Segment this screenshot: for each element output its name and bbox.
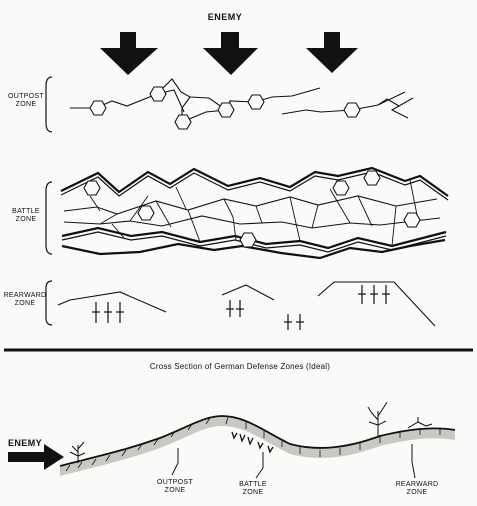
- outpost-hexagon: [90, 101, 106, 115]
- enemy-label-section: ENEMY: [8, 438, 43, 448]
- section-outpost-label-line1: OUTPOST: [157, 479, 193, 486]
- battle-hexagon: [84, 181, 100, 195]
- enemy-label-top: ENEMY: [207, 12, 243, 22]
- cross-section-caption: Cross Section of German Defense Zones (Ideal): [149, 362, 331, 371]
- battle-zone-lines: [61, 168, 448, 258]
- artillery-battery: [284, 314, 304, 330]
- enemy-arrow-2: [203, 32, 258, 75]
- battle-hexagon: [138, 206, 154, 220]
- enemy-arrow-1: [100, 32, 158, 75]
- battle-zone-label-line2: ZONE: [15, 216, 37, 224]
- outpost-zone-label-line2: ZONE: [15, 101, 37, 109]
- battle-zone-label-line1: BATTLE: [12, 208, 40, 215]
- outpost-hexagon: [218, 103, 234, 117]
- rearward-bracket: [46, 281, 52, 325]
- outpost-hexagon: [150, 87, 166, 101]
- battle-bracket: [46, 182, 52, 254]
- artillery-battery: [358, 285, 390, 304]
- outpost-zone-lines: [70, 79, 413, 122]
- section-battle-label-line2: ZONE: [242, 489, 264, 497]
- artillery-battery: [226, 300, 244, 317]
- terrain-cross-section: [8, 402, 455, 478]
- outpost-bracket: [46, 77, 52, 132]
- outpost-hexagon: [344, 103, 360, 117]
- section-rearward-label-line1: REARWARD: [395, 481, 439, 488]
- outpost-zone-label-line1: OUTPOST: [8, 93, 44, 100]
- battle-hexagon: [333, 181, 349, 195]
- enemy-attack-arrows: [100, 32, 358, 75]
- artillery-battery: [92, 302, 124, 323]
- battle-hexagon: [404, 213, 420, 227]
- enemy-advance-arrow-icon: [8, 444, 64, 470]
- tree-icon: [368, 402, 387, 437]
- battle-hexagon: [364, 171, 380, 185]
- battle-hexagon: [240, 233, 256, 247]
- outpost-hexagon: [248, 95, 264, 109]
- rearward-zone-label-line1: REARWARD: [3, 292, 47, 299]
- rearward-zone-label-line2: ZONE: [14, 300, 36, 308]
- section-battle-label-line1: BATTLE: [239, 481, 267, 488]
- rearward-artillery-marks: [92, 285, 390, 330]
- outpost-strongpoints: [90, 87, 360, 129]
- observation-post-icon: [408, 417, 432, 428]
- section-rearward-label-line2: ZONE: [406, 489, 428, 497]
- enemy-arrow-3: [306, 32, 358, 73]
- rearward-zone-lines: [58, 282, 435, 326]
- zone-brackets: [46, 77, 52, 325]
- section-outpost-label-line2: ZONE: [164, 487, 186, 495]
- outpost-hexagon: [175, 115, 191, 129]
